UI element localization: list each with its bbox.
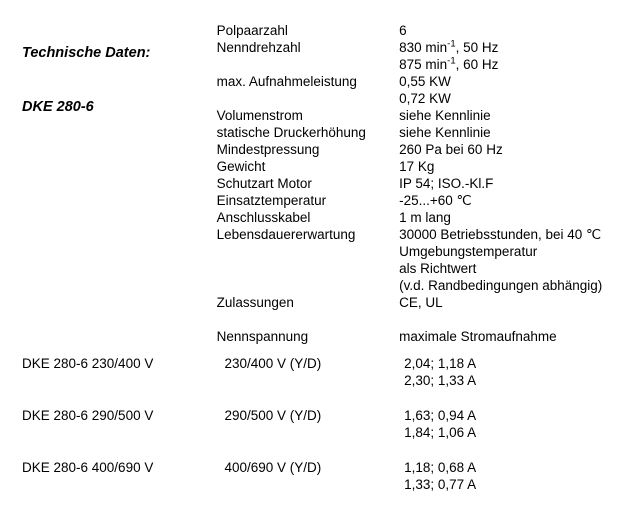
spec-model-cell: [0, 124, 217, 141]
spec-value: siehe Kennlinie: [399, 125, 491, 140]
spec-value: Umgebungstemperatur: [399, 244, 538, 259]
spec-model-cell: [0, 294, 217, 311]
variant-current-cell: [404, 355, 642, 389]
spec-row: [0, 192, 642, 209]
variant-model: DKE 280-6 230/400 V: [22, 356, 154, 371]
specifications-table: [0, 22, 642, 345]
spec-model-cell: [0, 39, 217, 73]
spec-label: Zulassungen: [216, 295, 294, 310]
spec-row: [0, 294, 642, 311]
spec-value-cell: [399, 141, 642, 158]
variant-current-cell: [404, 407, 642, 441]
spec-row: [0, 124, 642, 141]
spec-label: Nenndrehzahl: [216, 40, 301, 55]
table-row: [0, 355, 642, 389]
spec-label: Anschlusskabel: [216, 210, 311, 225]
spec-value: 30000 Betriebsstunden, bei 40 ℃: [399, 227, 602, 242]
superscript: -1: [447, 38, 456, 50]
variant-voltage: 400/690 V (Y/D): [224, 460, 322, 475]
spec-value: (v.d. Randbedingungen abhängig): [399, 278, 603, 293]
title-line-1: Technische Daten:: [22, 45, 151, 61]
spec-value-cell: [399, 107, 642, 124]
spec-label: Polpaarzahl: [216, 23, 288, 38]
table-row: [0, 459, 642, 493]
variant-current: 1,18; 0,68 A: [404, 460, 477, 475]
spec-label: max. Aufnahmeleistung: [216, 74, 357, 89]
spec-row: [0, 158, 642, 175]
spec-row: [0, 39, 642, 73]
variant-current: 1,84; 1,06 A: [404, 425, 477, 440]
spec-row: [0, 226, 642, 294]
spacer: [0, 311, 642, 328]
spec-value: 260 Pa bei 60 Hz: [399, 142, 503, 157]
spec-value: siehe Kennlinie: [399, 108, 491, 123]
variant-current: 1,63; 0,94 A: [404, 408, 477, 423]
spec-value-cell: [399, 124, 642, 141]
spec-label: Gewicht: [216, 159, 266, 174]
spec-value: 0,72 KW: [399, 91, 451, 106]
spec-value: 830 $\min^{-1}$, 50 Hz: [399, 38, 499, 55]
spec-value: CE, UL: [399, 295, 443, 310]
spec-value: 1 m lang: [399, 210, 451, 225]
voltage-header-row: [0, 328, 642, 345]
spec-value: 0,55 KW: [399, 74, 451, 89]
variant-current: 2,04; 1,18 A: [404, 356, 477, 371]
spec-label: Volumenstrom: [216, 108, 303, 123]
nennspannung-label: Nennspannung: [216, 329, 309, 344]
spec-label: Einsatztemperatur: [216, 193, 327, 208]
stromaufnahme-label: maximale Stromaufnahme: [399, 329, 557, 344]
spec-model-cell: [0, 175, 217, 192]
spacer: [0, 441, 642, 459]
variant-voltage: 230/400 V (Y/D): [224, 356, 322, 371]
header-model-cell: [0, 328, 217, 345]
spec-model-cell: [0, 192, 217, 209]
spec-model-cell: [0, 141, 217, 158]
spec-value: 6: [399, 23, 407, 38]
spec-model-cell: [0, 73, 217, 107]
variant-model: DKE 280-6 400/690 V: [22, 460, 154, 475]
superscript: -1: [447, 55, 456, 67]
spec-row: [0, 141, 642, 158]
spec-value-cell: [399, 73, 642, 107]
variant-voltage: 290/500 V (Y/D): [224, 408, 322, 423]
spec-model-cell: [0, 22, 217, 39]
spec-value-cell: [399, 209, 642, 226]
variant-model: DKE 280-6 290/500 V: [22, 408, 154, 423]
spec-row: [0, 175, 642, 192]
spec-value-cell: [399, 192, 642, 209]
spec-value-cell: [399, 158, 642, 175]
spec-value-cell: [399, 226, 642, 294]
spec-model-cell: [0, 158, 217, 175]
table-row: [0, 407, 642, 441]
spec-value-cell: [399, 39, 642, 73]
spacer: [0, 389, 642, 407]
spec-row: [0, 73, 642, 107]
spec-label: Lebensdauererwartung: [216, 227, 356, 242]
spec-value: -25...+60 ℃: [399, 193, 472, 208]
spec-model-cell: [0, 209, 217, 226]
variants-table: [0, 355, 642, 493]
spec-row: [0, 107, 642, 124]
variant-current: 1,33; 0,77 A: [404, 477, 477, 492]
spec-value: als Richtwert: [399, 261, 477, 276]
title-line-2: DKE 280-6: [22, 99, 94, 115]
spec-row: [0, 22, 642, 39]
spec-model-cell: [0, 226, 217, 294]
spec-label: statische Druckerhöhung: [216, 125, 366, 140]
spec-value: IP 54; ISO.-Kl.F: [399, 176, 494, 191]
spec-value-cell: [399, 294, 642, 311]
variant-current: 2,30; 1,33 A: [404, 373, 477, 388]
spec-value-cell: [399, 22, 642, 39]
variant-current-cell: [404, 459, 642, 493]
spec-label: Mindestpressung: [216, 142, 320, 157]
spec-row: [0, 209, 642, 226]
spec-label: Schutzart Motor: [216, 176, 312, 191]
spec-value-cell: [399, 175, 642, 192]
spec-value: 875 $\min^{-1}$, 60 Hz: [399, 55, 499, 72]
spec-model-cell: [0, 107, 217, 124]
spec-value: 17 Kg: [399, 159, 435, 174]
